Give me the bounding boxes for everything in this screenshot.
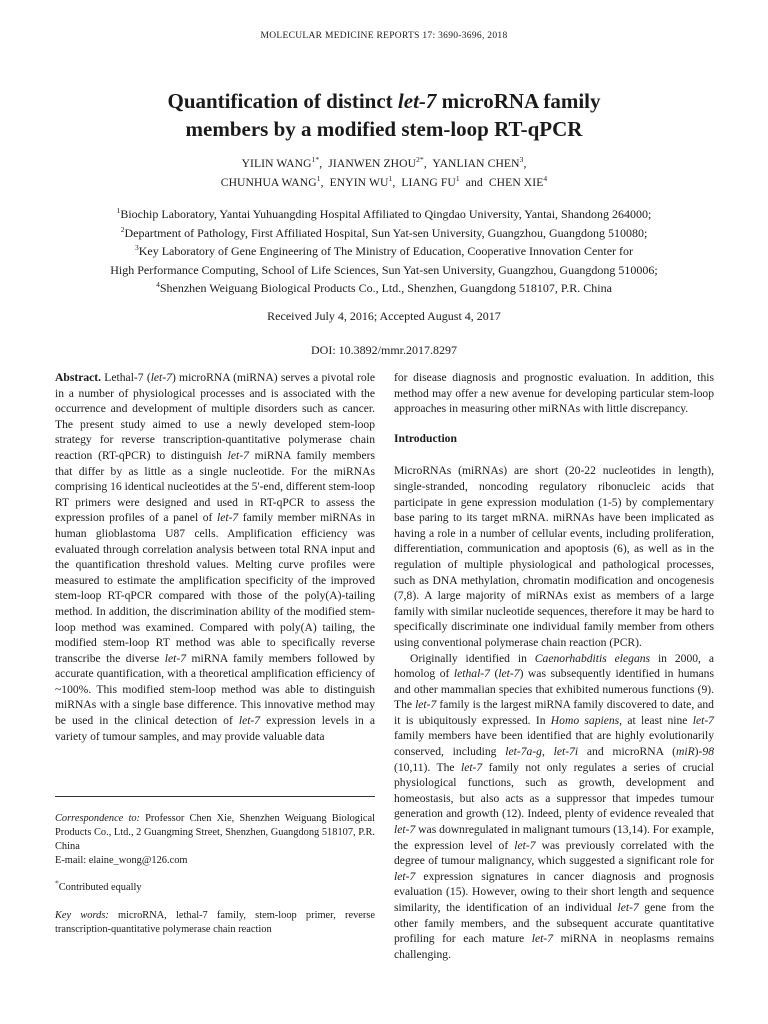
- intro-text: , at least nine: [619, 713, 693, 727]
- author-4: CHUNHUA WANG: [220, 176, 317, 189]
- intro-text: was previously correlated with the degree of tumour malignancy, which suggested a significant role for: [394, 838, 715, 868]
- affil-3-cont: High Performance Computing, School of Life Sciences, Sun Yat-sen University, Guangzhou, Guangdong 510006;: [110, 262, 658, 277]
- footnote-divider: [55, 796, 375, 797]
- intro-text: miRNA in neoplasms remains challenging.: [394, 932, 714, 961]
- author-7: CHEN XIE: [488, 176, 544, 189]
- abstract-text: let-7: [227, 448, 249, 462]
- intro-text: gene from the other family members, and the subsequent accurate quantitative profiling for each mature: [394, 901, 714, 946]
- paper-title: [0, 87, 768, 143]
- abstract-text: miRNA family members that differ by as little as a single nucleotide. For the miRNAs comprising 16 identical nucleotides at the 5'-end, different stem-loop RT primers were designed and used in RT-qPCR to assess the expression profiles of a panel of: [55, 448, 375, 525]
- author-6-affil: 1: [455, 174, 460, 184]
- intro-text: let-7: [415, 698, 437, 712]
- intro-text: let-7a-g: [505, 745, 542, 759]
- intro-text: family members have been identified that are highly evolutionarily conserved, including: [394, 729, 714, 759]
- abstract-text: ) microRNA (miRNA) serves a pivotal role in a number of physiological processes and is associated with the occurrence and development of multiple disorders such as cancer. The present study aimed to use a newly developed stem-loop strategy for reverse transcription-quantitative polymerase chain reaction (RT-qPCR) to distinguish: [55, 371, 375, 462]
- abstract-text: miRNA family members followed by accurate quantification, with a theoretical amplification efficiency of ~100%. This modified stem-loop method was able to distinguish miRNAs with a single base difference. This innovative method may be used in the clinical detection of: [55, 651, 376, 728]
- intro-text: Homo sapiens: [550, 713, 620, 727]
- author-1-affil: 1*: [311, 155, 320, 165]
- intro-text: )-: [694, 745, 703, 759]
- abstract-text: let-7: [164, 651, 187, 665]
- intro-text: let-7i: [553, 745, 579, 759]
- introduction-paragraph-2: [394, 651, 714, 963]
- title-line1-post: microRNA family: [436, 89, 601, 113]
- intro-text: let-7: [514, 838, 536, 852]
- intro-text: let-7: [692, 713, 714, 727]
- author-7-affil: 4: [543, 174, 548, 184]
- affiliations: [0, 205, 768, 298]
- author-2-affil: 2*: [416, 155, 424, 165]
- affil-1-number: 1: [116, 206, 121, 215]
- intro-text: miR: [675, 745, 695, 759]
- affil-2-number: 2: [120, 224, 125, 234]
- intro-text: Caenorhabditis elegans: [534, 651, 651, 665]
- author-5: ENYIN WU: [329, 176, 389, 189]
- title-line1-pre: Quantification of distinct: [167, 89, 398, 113]
- keywords-footnote: [55, 909, 375, 937]
- affil-4-number: 4: [156, 280, 160, 290]
- intro-text: 98: [702, 745, 714, 759]
- title-line1-italic: let-7: [397, 89, 437, 113]
- correspondence-email: E-mail: elaine_wong@126.com: [55, 855, 188, 866]
- intro-text: ,: [541, 745, 554, 759]
- intro-text: let-7: [394, 869, 416, 883]
- author-6: LIANG FU: [401, 176, 456, 189]
- left-column: [55, 370, 375, 744]
- correspondence-label: Correspondence to:: [55, 813, 140, 824]
- intro-text: (: [489, 667, 499, 681]
- author-list: YILIN $WANG^{1*}$, JIANWEN $ZHOU^{2*}$, YANLIAN CHEN$^3$, CHUNHUA WANG$^1$, ENYIN $WU^1$, LIANG $FU^1$ and CHEN XIE$^4$: [220, 155, 548, 189]
- abstract-text: let-7: [216, 511, 239, 525]
- author-1: YILIN WANG: [241, 157, 312, 170]
- affil-4: Shenzhen Weiguang Biological Products Co., Ltd., Shenzhen, Guangdong 518107, P.R. China: [159, 281, 612, 296]
- intro-text: was downregulated in malignant tumours (13,14). For example, the expression level of: [394, 823, 714, 852]
- intro-text: let-7: [394, 823, 416, 837]
- right-column: [394, 370, 714, 962]
- intro-text: family not only regulates a series of crucial physiological functions, such as growth, development and homeostasis, but also acts as a suppressor that impedes tumour generation and growth (12). Indeed, plenty of evidence revealed that: [394, 760, 714, 821]
- intro-text: let-7: [617, 901, 639, 914]
- intro-text: let-7: [531, 932, 554, 946]
- contributed-footnote: [55, 878, 375, 895]
- journal-header: MOLECULAR MEDICINE REPORTS 17: 3690-3696, 2018: [260, 31, 508, 41]
- affil-2: Department of Pathology, First Affiliated Hospital, Sun Yat-sen University, Guangzhou, Guangdong 510080;: [124, 225, 648, 240]
- intro-text: let-7: [498, 667, 520, 681]
- abstract-continued: for disease diagnosis and prognostic evaluation. In addition, this method may offer a new avenue for developing particular stem-loop approaches in measuring other miRNAs with little discrepancy.: [394, 371, 714, 416]
- contributed-mark: *: [55, 878, 59, 888]
- abstract-text: expression levels in a variety of tumour samples, and may provide valuable data: [55, 714, 375, 743]
- correspondence-footnote: [55, 812, 375, 868]
- keywords-label: Key words:: [55, 910, 109, 921]
- author-3: YANLIAN CHEN: [432, 157, 520, 170]
- author-5-affil: 1: [388, 174, 393, 184]
- affil-3-number: 3: [134, 243, 139, 253]
- abstract: [55, 370, 375, 744]
- intro-text: lethal-7: [453, 667, 490, 681]
- affil-1: Biochip Laboratory, Yantai Yuhuangding Hospital Affiliated to Qingdao University, Yantai, Shandong 264000;: [120, 207, 652, 221]
- title-line2: members by a modified stem-loop RT-qPCR: [185, 117, 583, 141]
- intro-text: family is the largest miRNA family discovered to date, and it is ubiquitously expressed. In: [394, 698, 714, 727]
- correspondence-text: Professor Chen Xie, Shenzhen Weiguang Biological Products Co., Ltd., 2 Guangming Street, Shenzhen, Guangdong 518107, P.R. China: [55, 813, 375, 852]
- author-and: and: [465, 176, 483, 189]
- doi: DOI: 10.3892/mmr.2017.8297: [311, 343, 457, 357]
- abstract-text: let-7: [238, 714, 261, 728]
- intro-text: let-7: [460, 760, 483, 774]
- received-accepted-dates: Received July 4, 2016; Accepted August 4, 2017: [267, 309, 501, 323]
- intro-text: (10,11). The: [394, 760, 461, 774]
- author-2: JIANWEN ZHOU: [328, 157, 417, 170]
- intro-text: and microRNA (: [578, 745, 676, 759]
- introduction-heading: Introduction: [394, 431, 457, 445]
- abstract-label: Abstract.: [55, 371, 102, 384]
- author-3-affil: 3: [519, 155, 524, 165]
- intro-text: Originally identified in: [410, 651, 535, 665]
- introduction-paragraph-1: MicroRNAs (miRNAs) are short (20-22 nucleotides in length), single-stranded, noncoding regulatory ribonucleic acids that participate in gene expression modulation (1-5) by complementary base paring to its target mRNA. miRNAs have been implicated as having a role in a number of cellular events, including proliferation, differentiation, communication and apoptosis (6), as well as in the regulation of multiple physiological and pathological processes, such as DNA methylation, chromatin modification and oncogenesis (7,8). A large majority of miRNAs exist as members of a large family with similar nucleotide sequences, therefore it may be hard to specifically discriminate one individual family member from others using conventional polymerase chain reaction (PCR).: [394, 464, 714, 649]
- affil-3: Key Laboratory of Gene Engineering of The Ministry of Education, Cooperative Innovation Center for: [138, 244, 634, 259]
- author-4-affil: 1: [316, 174, 321, 184]
- contributed-text: Contributed equally: [58, 882, 142, 893]
- intro-text: expression signatures in cancer diagnosis and prognosis evaluation (15). However, owing to their short length and sequence similarity, the identification of an individual: [394, 869, 714, 914]
- keywords-text: microRNA, lethal-7 family, stem-loop primer, reverse transcription-quantitative polymerase chain reaction: [55, 910, 375, 935]
- abstract-text: Lethal-7 (: [101, 371, 151, 384]
- intro-text: in 2000, a homolog of: [394, 651, 714, 681]
- abstract-text: let-7: [150, 371, 172, 384]
- intro-text: ) was subsequently identified in humans and other mammalian species that exhibited numerous functions (9). The: [394, 667, 714, 712]
- abstract-text: family member miRNAs in human glioblastoma U87 cells. Amplification efficiency was evaluated through correlation analysis between total RNA input and the quantification threshold values. Melting curve profiles were measured to estimate the amplification specificity of the improved stem-loop RT-qPCR compared with those of the poly(A)-tailing method. In addition, the discrimination ability of the modified stem-loop method was examined. Compared with poly(A) tailing, the modified stem-loop RT method was able to specifically reverse transcribe the diverse: [55, 511, 375, 665]
